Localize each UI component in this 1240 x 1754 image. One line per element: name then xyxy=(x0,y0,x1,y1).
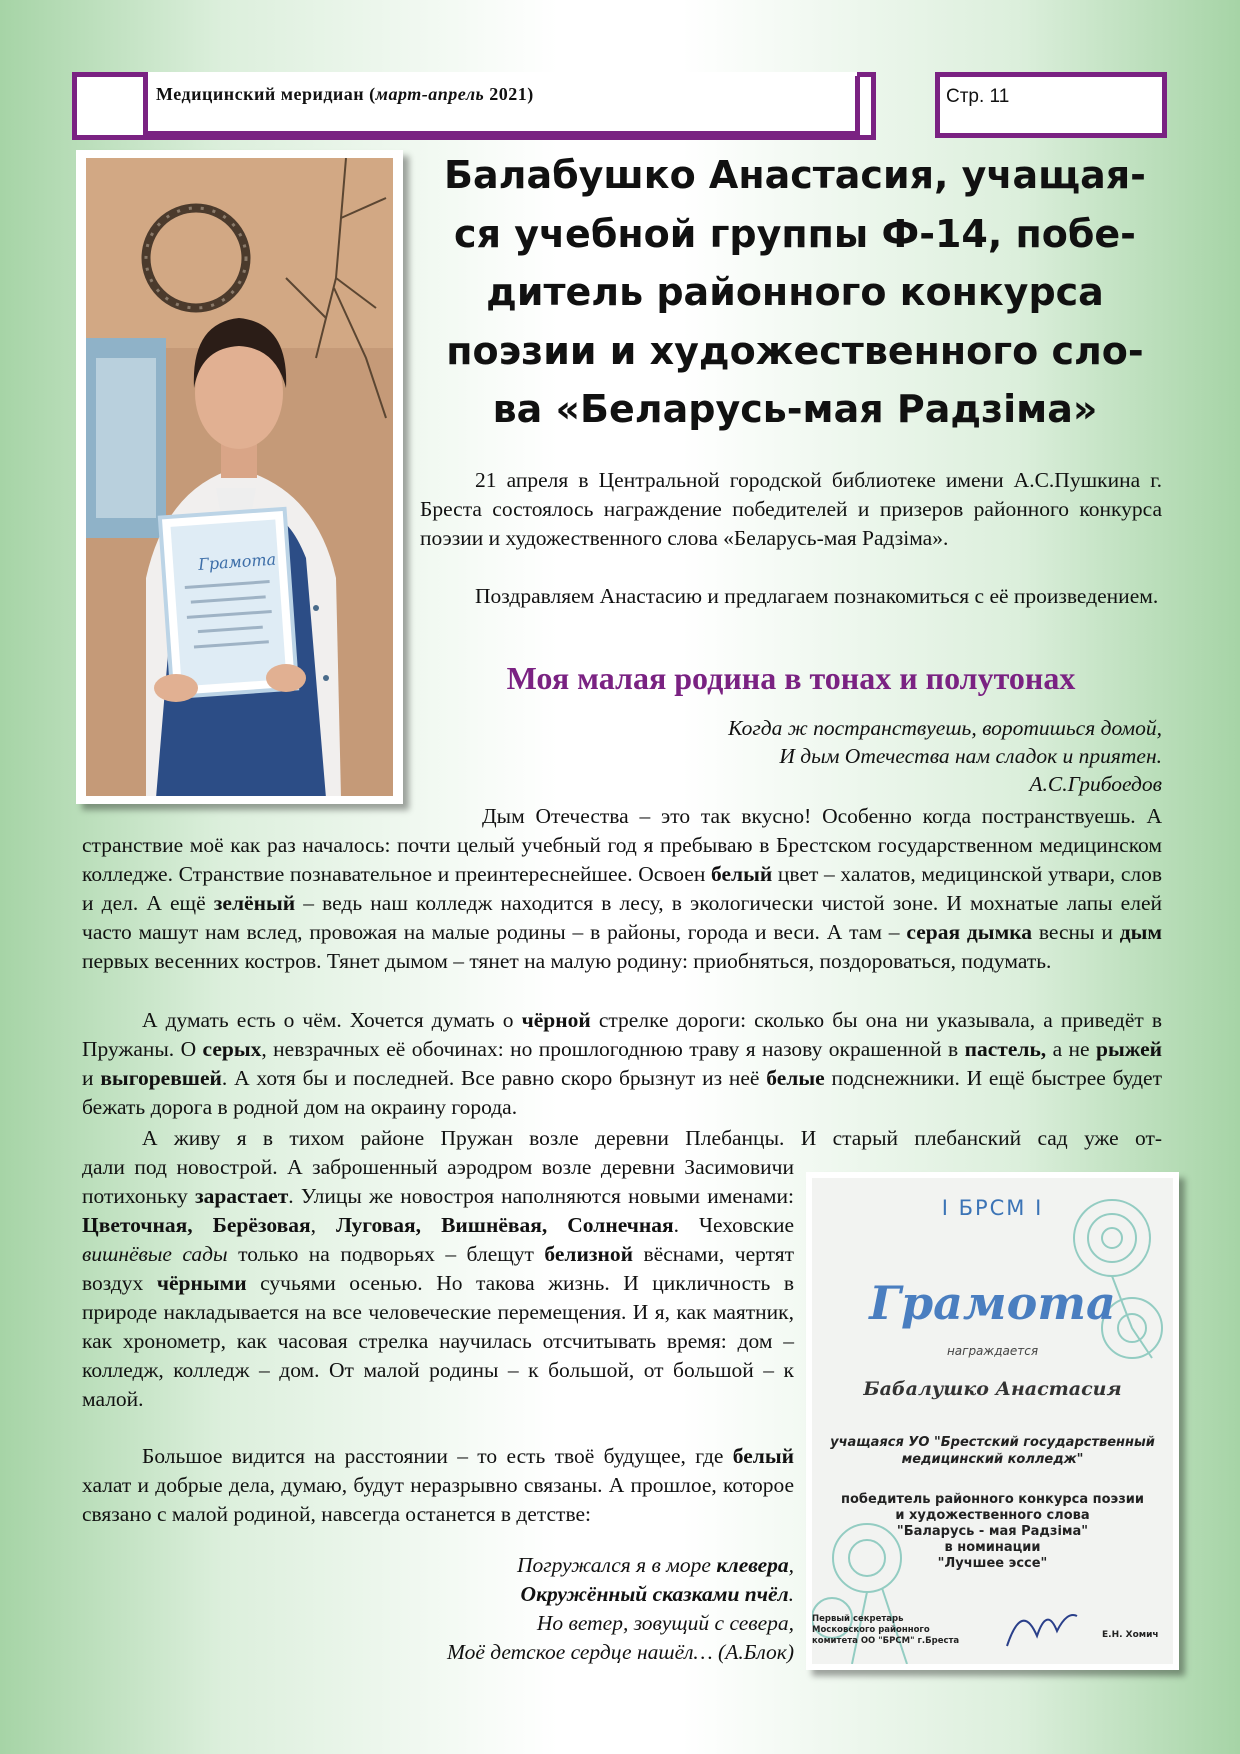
cert-award-text: победитель районного конкурса поэзии и художественного слова "Баларусь - мая Радзiма" в номинации "Лучшее эссе" xyxy=(840,1492,1145,1571)
body-paragraph: Дым Отечества – это так вкусно! Особенно когда постранствуешь. А странствие моё как раз началось: почти целый учебный год я пребываю в Брестском государственном медицинском колледже. Странствие познавательное и преинтереснейшее. Освоен белый цвет – халатов, медицинской утвари, слов и дел. А ещё зелёный – ведь наш колледж находится в лесу, в экологически чистой зоне. И мохнатые лапы елей часто машут нам вслед, провожая на малые родины – в районы, города и веси. А там – серая дымка весны и дым первых весенних костров. Тянет дымом – тянет на малую родину: приобняться, поздороваться, подумать. xyxy=(82,804,1162,973)
poem-line: Но ветер, зовущий с севера, xyxy=(536,1611,794,1635)
headline-line: поэзии и художественного сло- xyxy=(446,328,1144,373)
cert-signatory-title: Первый секретарь Московского районного комитета ОО "БРСМ" г.Бреста xyxy=(812,1614,960,1646)
epigraph-line: Когда ж постранствуешь, воротишься домой, xyxy=(728,716,1162,740)
article-headline xyxy=(415,146,1175,439)
certificate-photo xyxy=(806,1172,1179,1670)
body-paragraph: А думать есть о чём. Хочется думать о чёрной стрелке дороги: сколько бы она ни указывала, а приведёт в Пружаны. О серых, невзрачных её обочинах: но прошлогоднюю траву я назову окрашенной в пастель, а не рыжей и выгоревшей. А хотя бы и последней. Все равно скоро брызнут из неё белые подснежники. И ещё быстрее будет бежать дорога в родной дом на окраину города. xyxy=(82,1008,1162,1119)
cert-recipient: Бабалушко Анастасия xyxy=(863,1378,1122,1400)
closing-poem xyxy=(300,1551,794,1667)
svg-text:Грамота: Грамота xyxy=(197,549,277,574)
newsletter-title: Медицинский меридиан (март-апрель 2021) xyxy=(156,84,534,104)
poem-line: Погружался я в море клевера, xyxy=(516,1553,794,1577)
headline-line: ся учебной группы Ф-14, побе- xyxy=(454,211,1136,256)
page-number: Стр. 11 xyxy=(946,86,1010,107)
cornflower-decoration xyxy=(812,1178,1173,1664)
poem-line: Окружённый сказками пчёл. xyxy=(520,1582,794,1606)
essay-title: Моя малая родина в тонах и полутонах xyxy=(506,660,1076,696)
body-paragraph: Большое видится на расстоянии – то есть твоё будущее, где белый халат и добрые дела, думаю, будут неразрывно связаны. А прошлое, которое связано с малой родиной, навсегда останется в детстве: xyxy=(82,1444,794,1526)
headline-line: Балабушко Анастасия, учащая- xyxy=(444,153,1146,197)
body-paragraph: А живу я в тихом районе Пружан возле деревни Плебанцы. И старый плебанский сад уже от- xyxy=(142,1126,1162,1150)
student-photo xyxy=(76,150,403,804)
header-divider xyxy=(855,76,860,136)
epigraph-line: И дым Отечества нам сладок и приятен. xyxy=(779,744,1162,768)
epigraph-author: А.С.Грибоедов xyxy=(1029,772,1162,796)
cert-awarded-label: награждается xyxy=(946,1344,1039,1358)
headline-line: дитель районного конкурса xyxy=(486,270,1104,314)
signature-icon xyxy=(1002,1596,1082,1656)
cert-recipient-info: учащаяся УО "Брестский государственный медицинский колледж" xyxy=(830,1435,1155,1467)
cert-title: Грамота xyxy=(869,1276,1116,1330)
cert-signatory-name: Е.Н. Хомич xyxy=(1102,1630,1159,1640)
body-paragraph: дали под новострой. А заброшенный аэродром возле деревни Засимовичи потихоньку зарастает. Улицы же новостроя наполняются новыми именами: Цветочная, Берёзовая, Луговая, Вишнёвая, Солнечная. Чеховские вишнёвые сады только на подворьях – блещут белизной вёснами, чертят воздух чёрными сучьями осенью. Но такова жизнь. И цикличность в природе накладывается на все человеческие перемещения. И я, как маятник, как хронометр, как часовая стрелка научилась отсчитывать время: дом – колледж, колледж – дом. От малой родины – к большой, от большой – к малой. xyxy=(82,1155,794,1411)
intro-paragraph: 21 апреля в Центральной городской библиотеке имени А.С.Пушкина г. Бреста состоялось награждение победителей и призеров районного конкурса поэзии и художественного слова «Беларусь-мая Радзiма». xyxy=(420,468,1162,550)
intro-paragraph: Поздравляем Анастасию и предлагаем познакомиться с её произведением. xyxy=(475,584,1159,608)
epigraph xyxy=(420,714,1162,798)
poem-line: Моё детское сердце нашёл… (А.Блок) xyxy=(446,1640,794,1664)
cert-org-logo: І БРСМ І xyxy=(941,1196,1044,1220)
headline-line: ва «Беларусь-мая Радзiма» xyxy=(492,387,1098,431)
